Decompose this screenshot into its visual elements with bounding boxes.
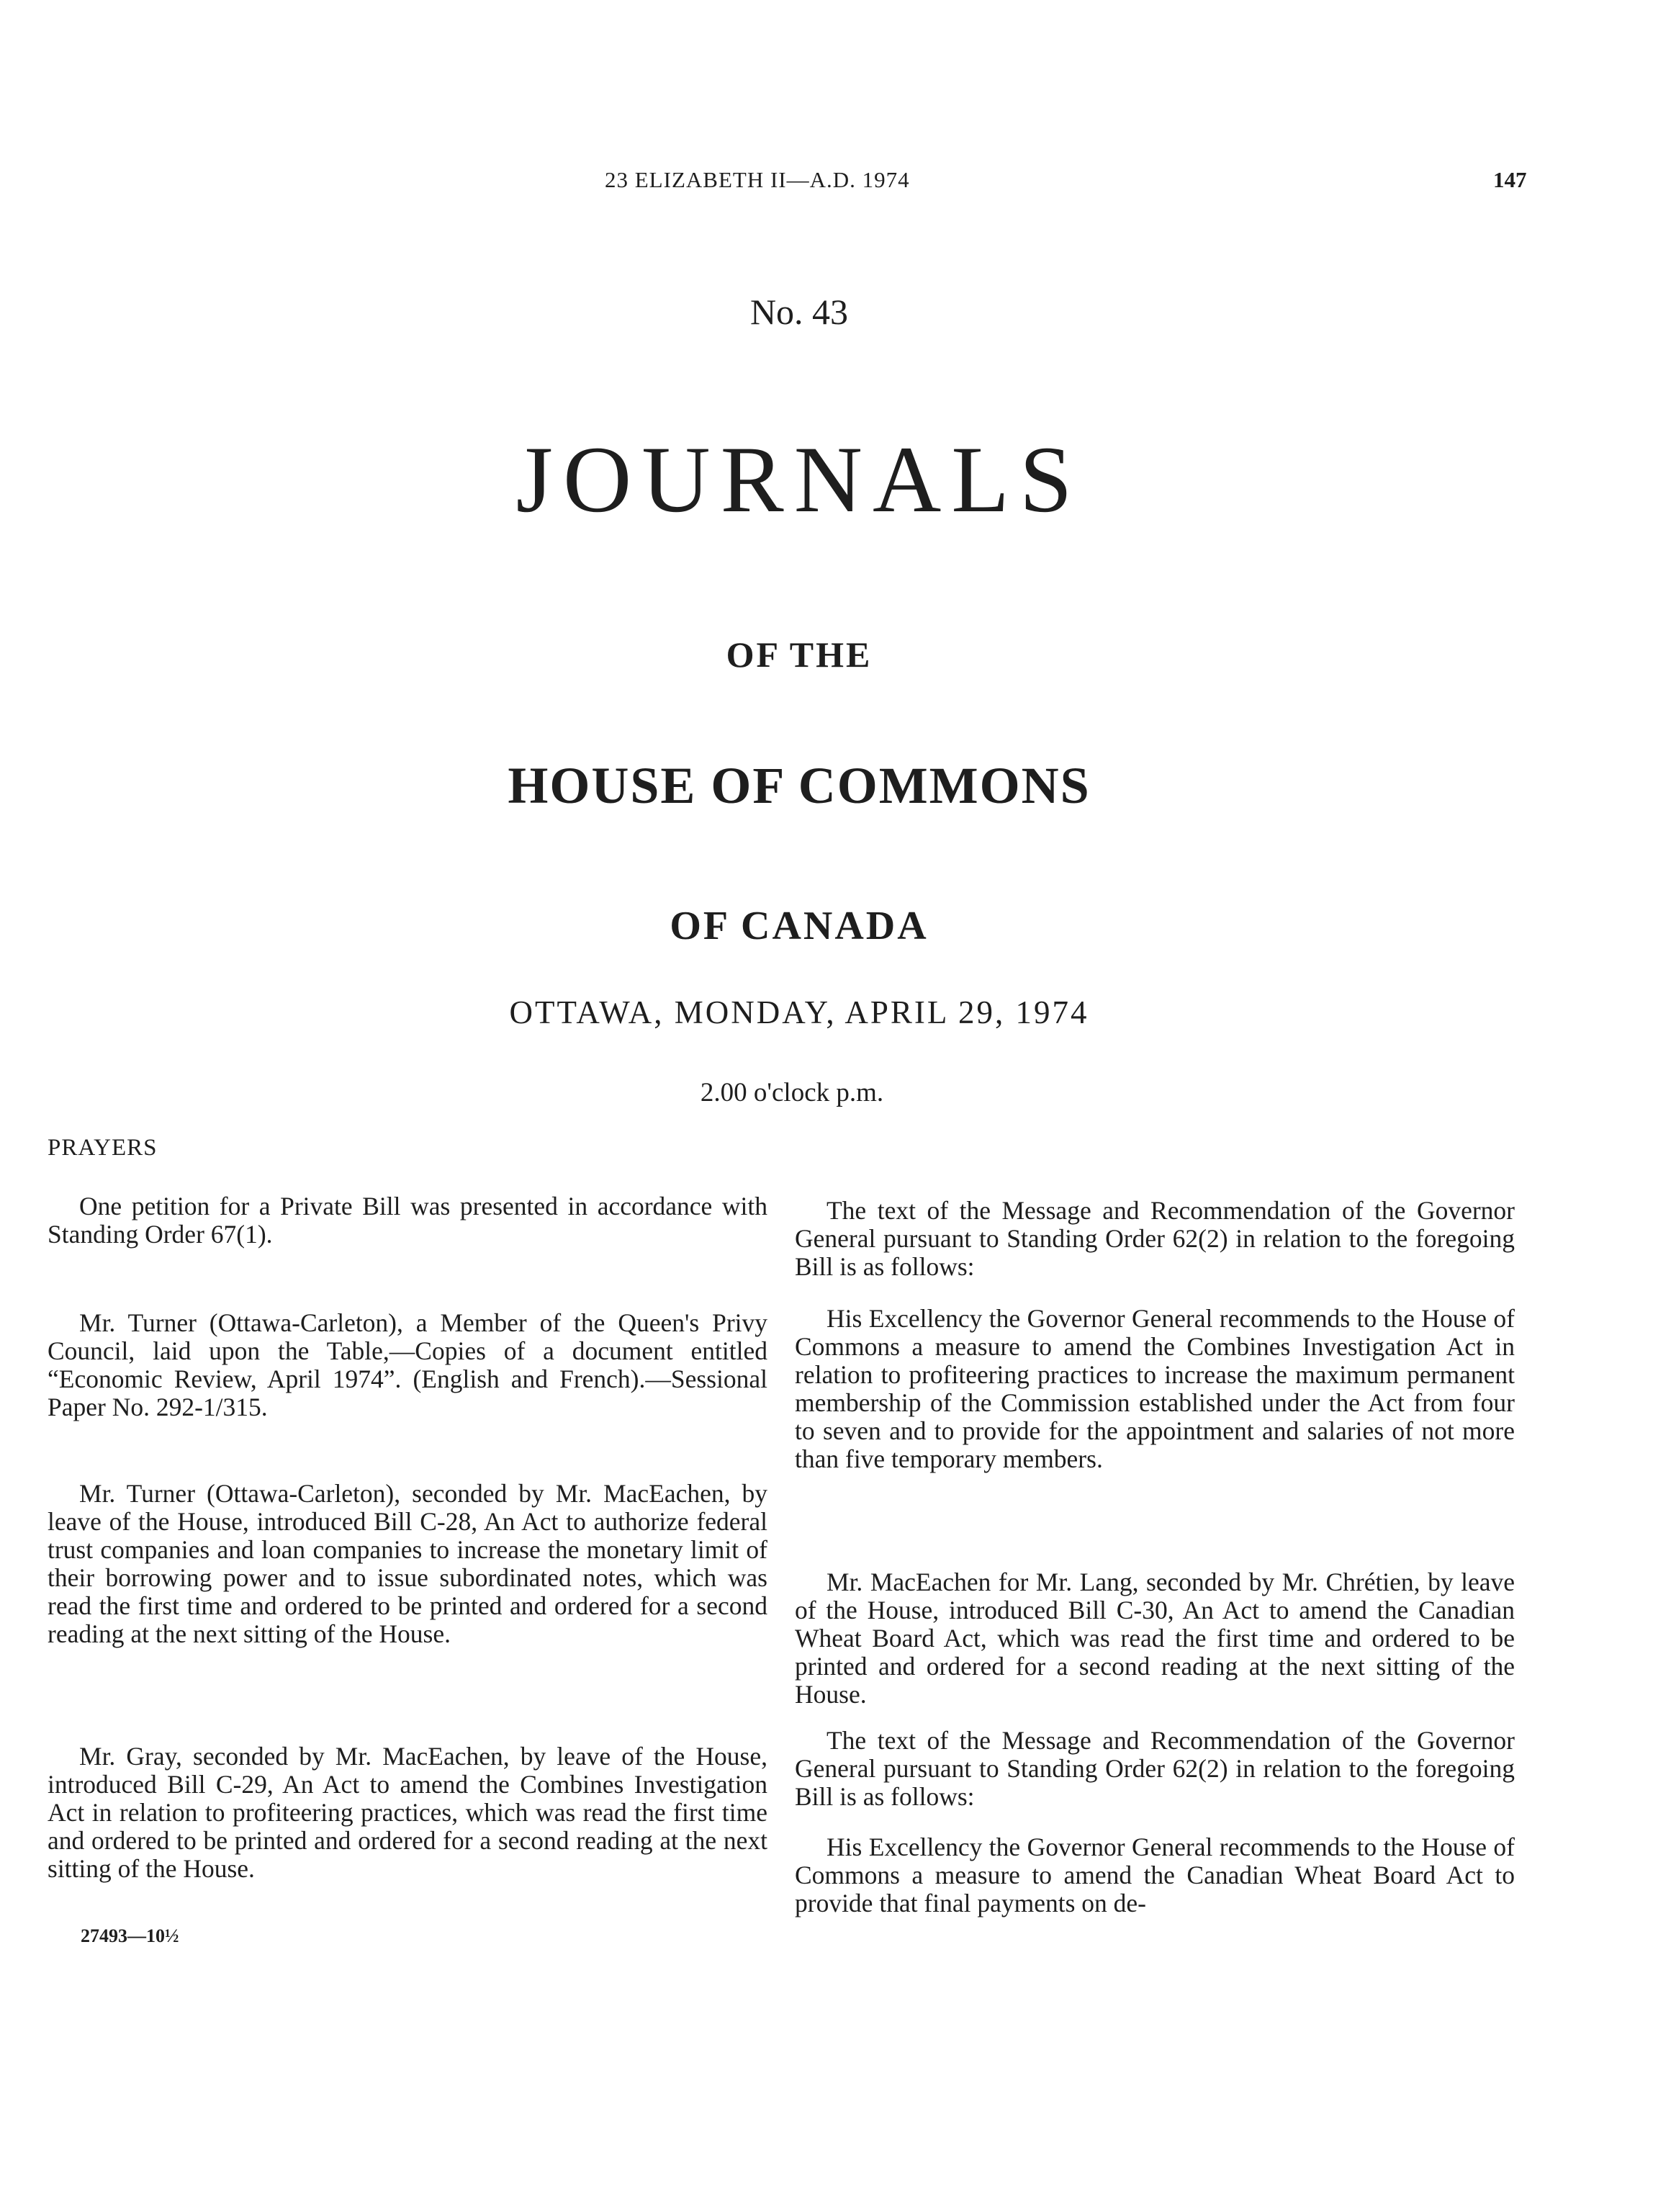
right-paragraph-recommendation-1: [795, 1305, 1515, 1473]
paragraph-text: His Excellency the Governor General recommends to the House of Commons a measure to amend the Combines Investigation Act in relation to profiteering practices to increase the maximum permanent membership of the Commission established under the Act from four to seven and to provide for the appointment and salaries of not more than five temporary members.: [795, 1304, 1515, 1473]
title-house-of-commons: HOUSE OF COMMONS: [508, 757, 1091, 814]
section-heading-prayers: PRAYERS: [48, 1135, 158, 1161]
left-paragraph-petition: [48, 1192, 767, 1249]
right-paragraph-message-2: [795, 1727, 1515, 1811]
paragraph-text: Mr. Turner (Ottawa-Carleton), seconded by Mr. MacEachen, by leave of the House, introduced Bill C-28, An Act to authorize federal trust companies and loan companies to increase the monetary limit of their borrowing power and to issue subordinated notes, which was read the first time and ordered to be printed and ordered for a second reading at the next sitting of the House.: [48, 1479, 767, 1648]
title-journals: JOURNALS: [515, 426, 1083, 532]
running-head: 23 ELIZABETH II—A.D. 1974: [605, 167, 910, 192]
paragraph-text: The text of the Message and Recommendation of the Governor General pursuant to Standing Order 62(2) in relation to the foregoing Bill is as follows:: [795, 1726, 1515, 1811]
paragraph-text: Mr. MacEachen for Mr. Lang, seconded by Mr. Chrétien, by leave of the House, introduced Bill C-30, An Act to amend the Canadian Wheat Board Act, which was read the first time and ordered to be printed and ordered for a second reading at the next sitting of the House.: [795, 1568, 1515, 1709]
footer-code: 27493—10½: [81, 1925, 179, 1946]
left-paragraph-sessional-paper: [48, 1309, 767, 1421]
right-paragraph-bill-c30: [795, 1568, 1515, 1709]
page-number: 147: [1493, 167, 1527, 192]
right-paragraph-recommendation-2: [795, 1833, 1515, 1917]
paragraph-text: Mr. Turner (Ottawa-Carleton), a Member of the Queen's Privy Council, laid upon the Table,—Copies of a document entitled “Economic Review, April 1974”. (English and French).—Sessional Paper No. 292-1/315.: [48, 1308, 767, 1421]
date-line: OTTAWA, MONDAY, APRIL 29, 1974: [509, 994, 1089, 1030]
title-of-the: OF THE: [726, 634, 873, 675]
time-line: 2.00 o'clock p.m.: [700, 1078, 884, 1107]
right-paragraph-message-1: [795, 1197, 1515, 1281]
left-paragraph-bill-c28: [48, 1480, 767, 1648]
paragraph-text: Mr. Gray, seconded by Mr. MacEachen, by leave of the House, introduced Bill C-29, An Act to amend the Combines Investigation Act in relation to profiteering practices, which was read the first time and ordered to be printed and ordered for a second reading at the next sitting of the House.: [48, 1742, 767, 1883]
issue-number: No. 43: [749, 292, 849, 332]
title-of-canada: OF CANADA: [670, 904, 929, 948]
paragraph-text: The text of the Message and Recommendation of the Governor General pursuant to Standing Order 62(2) in relation to the foregoing Bill is as follows:: [795, 1196, 1515, 1281]
paragraph-text: One petition for a Private Bill was presented in accordance with Standing Order 67(1).: [48, 1192, 767, 1249]
paragraph-text: His Excellency the Governor General recommends to the House of Commons a measure to amend the Canadian Wheat Board Act to provide that final payments on de-: [795, 1833, 1515, 1917]
left-paragraph-bill-c29: [48, 1743, 767, 1883]
